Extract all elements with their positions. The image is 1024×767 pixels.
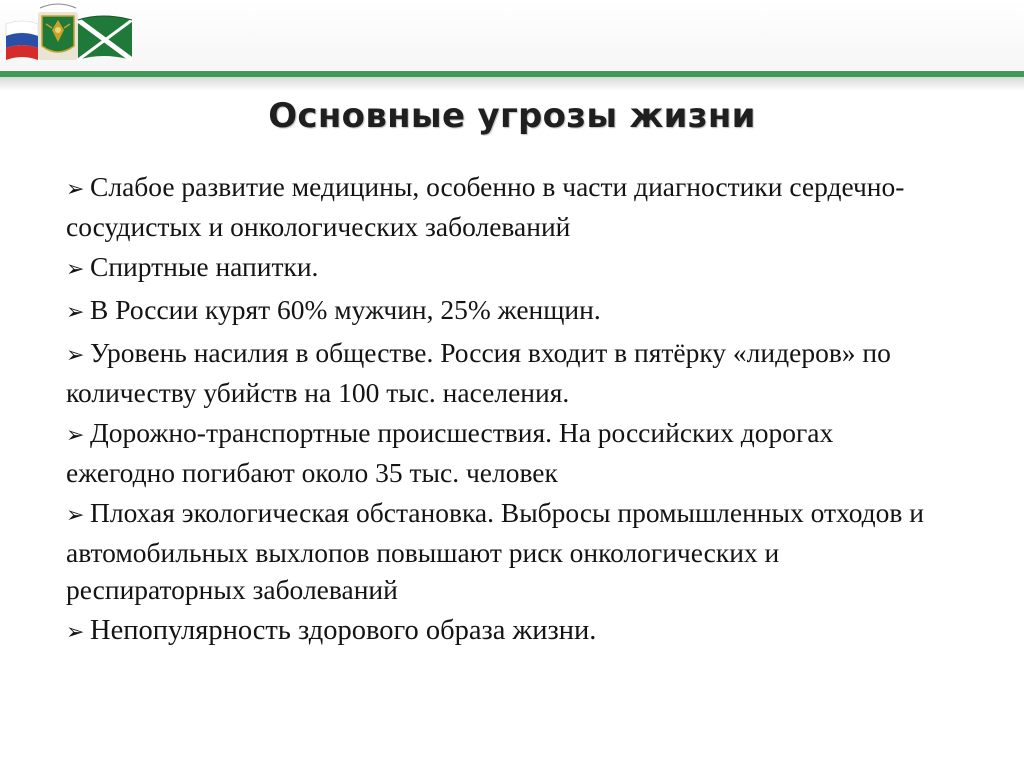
emblem-icon xyxy=(38,4,78,60)
list-item-text: Слабое развитие медицины, особенно в части диагностики сердечно-сосудистых и онкологических заболеваний xyxy=(66,171,905,242)
list-item-text: Спиртные напитки. xyxy=(90,251,319,282)
slide-title: Основные угрозы жизни xyxy=(268,96,756,136)
arrow-bullet-icon: ➢ xyxy=(66,177,85,202)
header-strip xyxy=(0,0,1024,70)
list-item xyxy=(66,494,946,608)
list-item-text: Непопулярность здорового образа жизни. xyxy=(90,615,597,646)
list-item-text: Уровень насилия в обществе. Россия входит в пятёрку «лидеров» по количеству убийств на 100 тыс. населения. xyxy=(66,337,891,408)
list-item xyxy=(66,291,946,331)
list-item xyxy=(66,612,946,651)
arrow-bullet-icon: ➢ xyxy=(66,423,85,448)
threat-list xyxy=(66,168,946,654)
list-item-text: Дорожно-транспортные происшествия. На российских дорогах ежегодно погибают около 35 тыс. человек xyxy=(66,417,834,488)
russian-flag-icon xyxy=(6,21,38,60)
arrow-bullet-icon: ➢ xyxy=(66,300,85,325)
list-item-text: Плохая экологическая обстановка. Выбросы промышленных отходов и автомобильных выхлопов повышают риск онкологических и респираторных заболеваний xyxy=(66,497,924,605)
list-item xyxy=(66,414,946,491)
list-item xyxy=(66,168,946,245)
arrow-bullet-icon: ➢ xyxy=(66,257,85,282)
flags-emblem-icon xyxy=(2,2,138,66)
arrow-bullet-icon: ➢ xyxy=(66,620,85,645)
list-item-text: В России курят 60% мужчин, 25% женщин. xyxy=(90,294,601,325)
header-divider-shadow xyxy=(0,77,1024,91)
customs-flag-icon xyxy=(78,16,132,60)
arrow-bullet-icon: ➢ xyxy=(66,343,85,368)
list-item xyxy=(66,248,946,288)
list-item xyxy=(66,334,946,411)
arrow-bullet-icon: ➢ xyxy=(66,503,85,528)
